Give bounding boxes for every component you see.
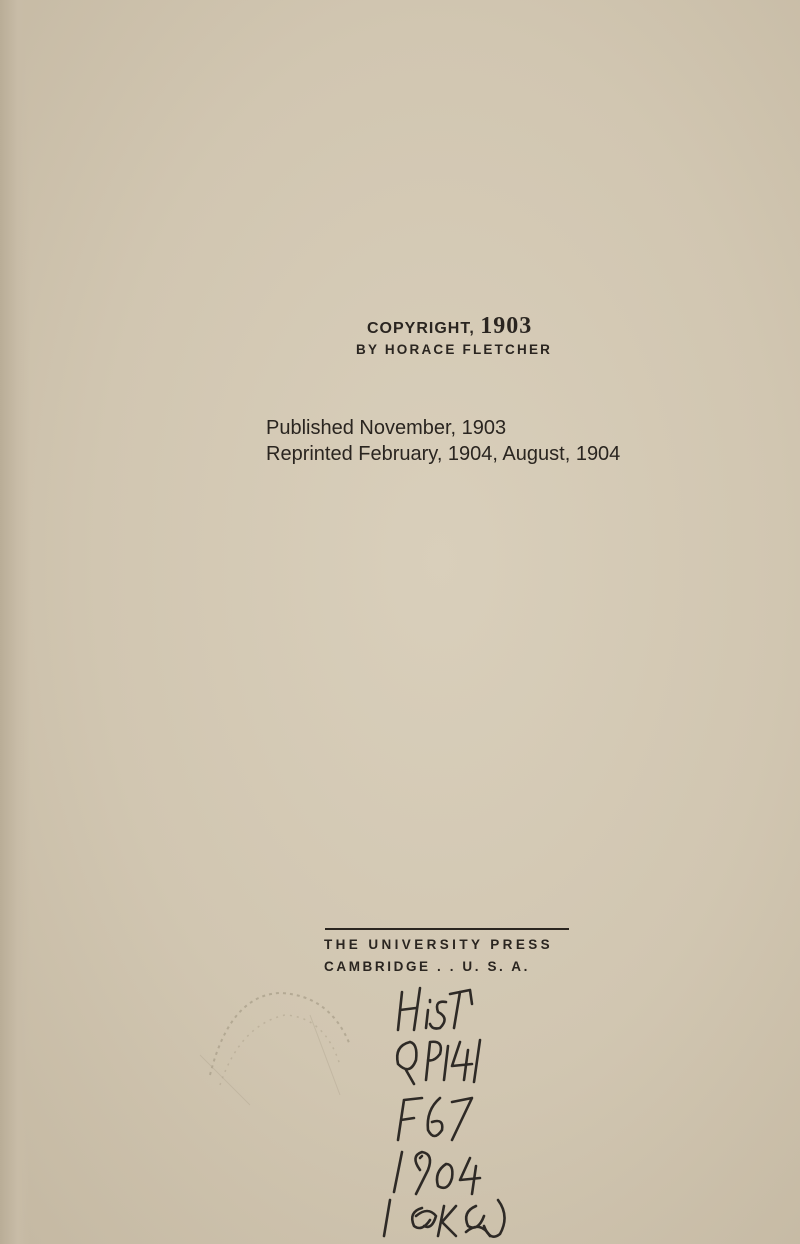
handwritten-call-number-image — [380, 980, 560, 1240]
copyright-byline: BY HORACE FLETCHER — [356, 342, 553, 357]
reprinted-line: Reprinted February, 1904, August, 1904 — [266, 443, 621, 465]
spine-shadow — [0, 0, 30, 1244]
imprint-rule — [325, 928, 569, 930]
copyright-label: COPYRIGHT, — [367, 320, 475, 337]
copyright-line — [367, 313, 532, 340]
press-name: THE UNIVERSITY PRESS — [324, 937, 554, 952]
published-line: Published November, 1903 — [266, 417, 507, 439]
copyright-year: 1903 — [480, 313, 533, 339]
library-stamp-image — [190, 985, 360, 1115]
press-location: CAMBRIDGE . . U. S. A. — [324, 959, 530, 974]
